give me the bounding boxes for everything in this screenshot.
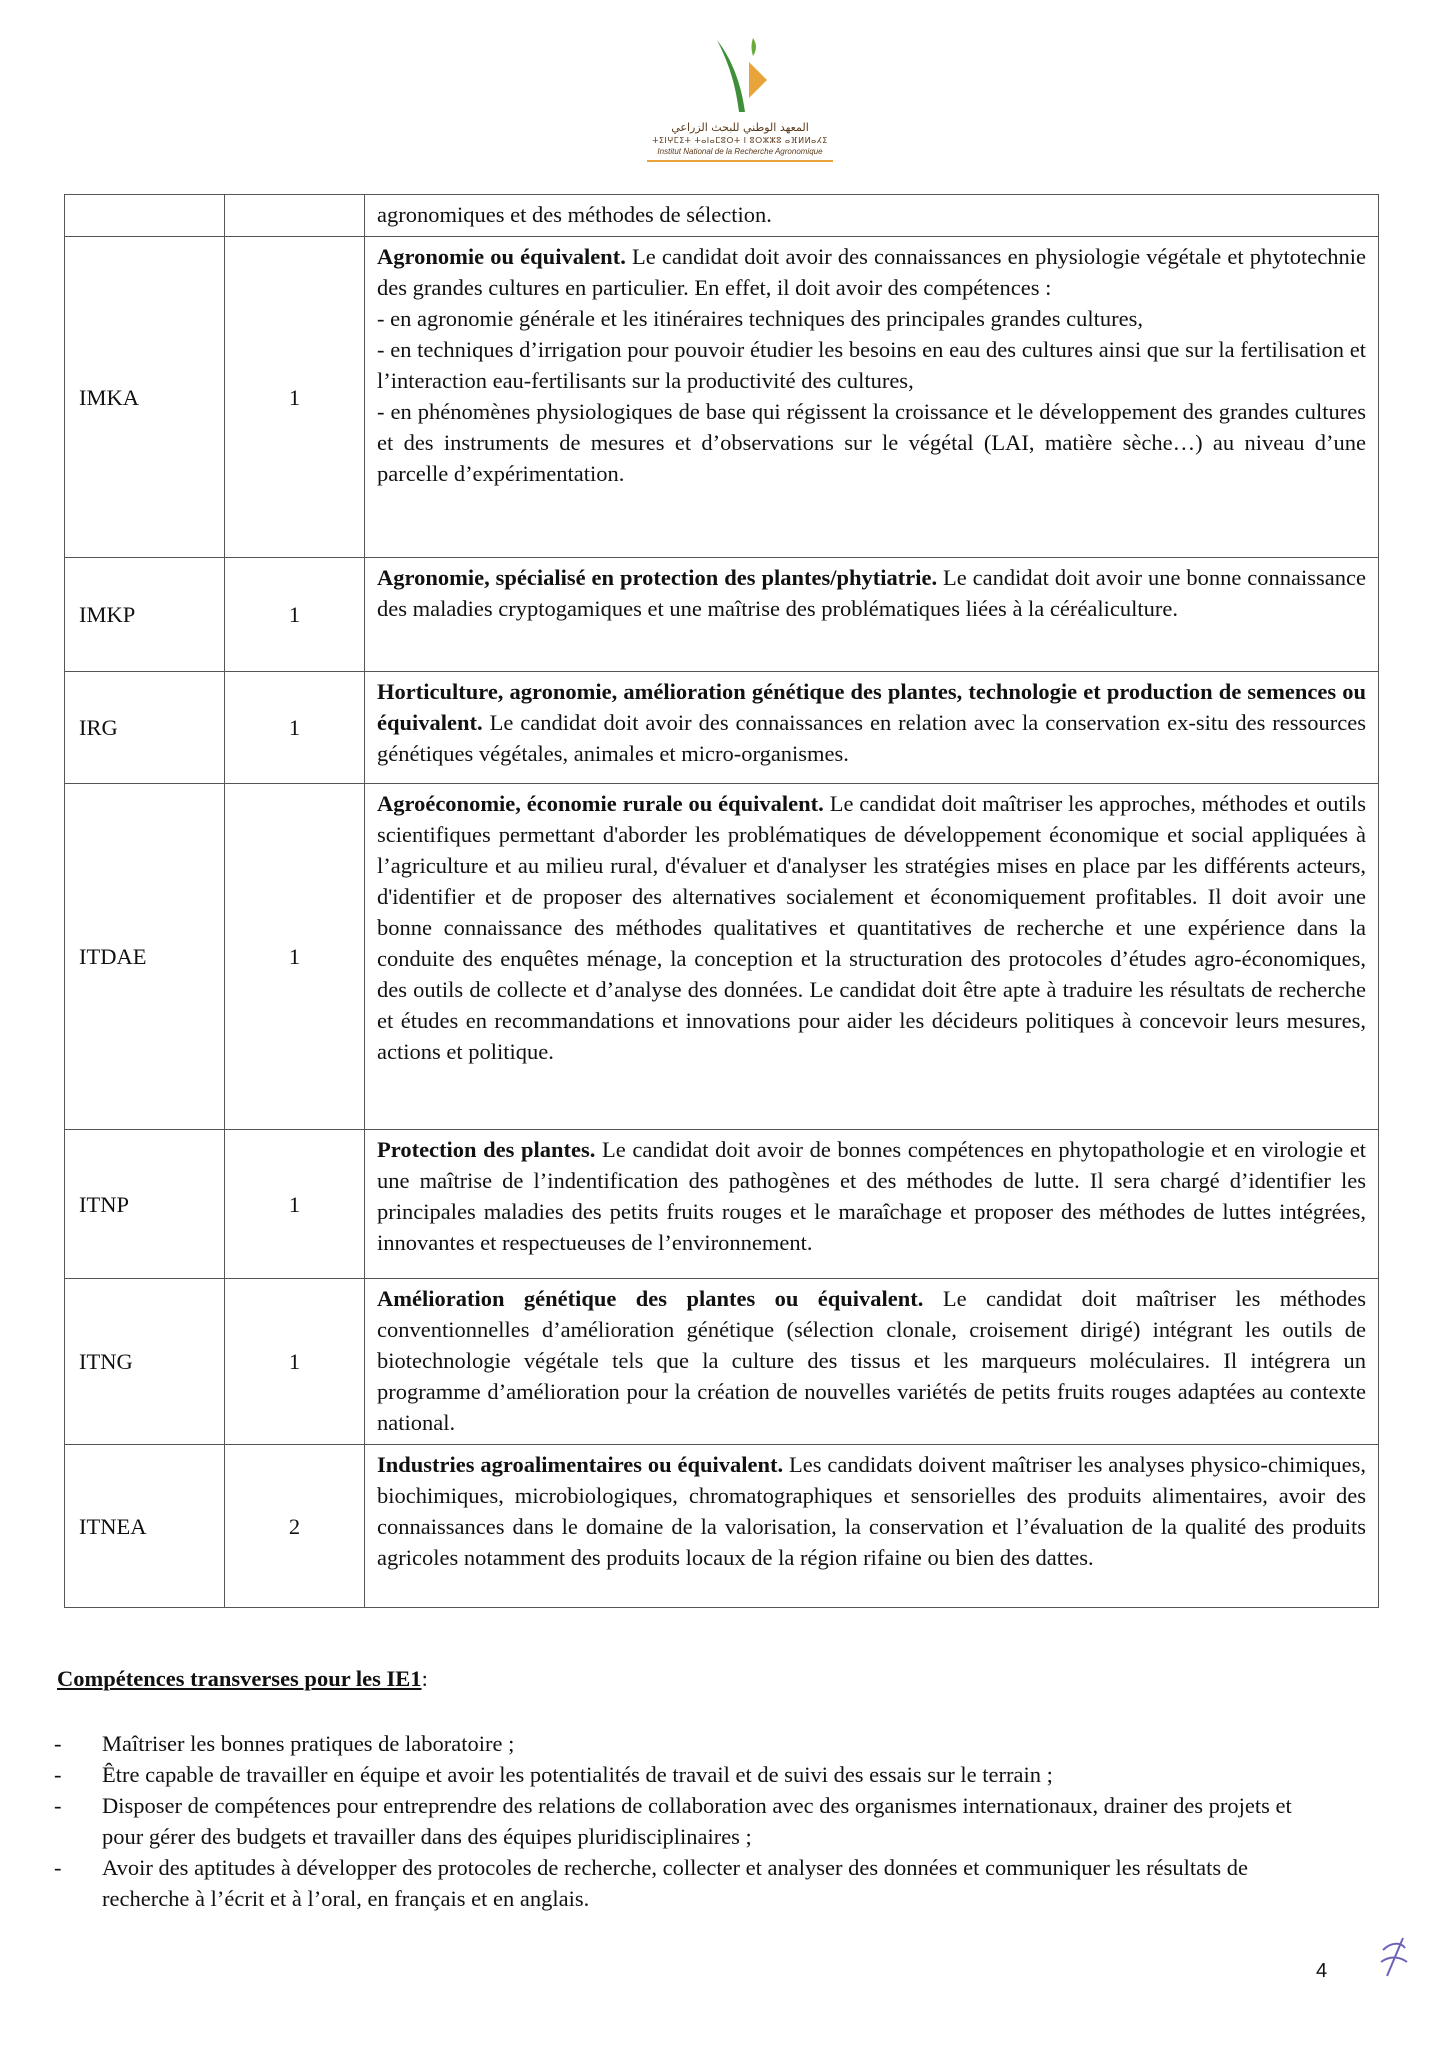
- position-title: Amélioration génétique des plantes ou équivalent.: [377, 1286, 924, 1311]
- table-row: [65, 1445, 1379, 1608]
- list-item-text: Maîtriser les bonnes pratiques de laboratoire ;: [102, 1731, 515, 1756]
- competences-heading-suffix: :: [421, 1666, 428, 1691]
- position-code: [65, 195, 225, 237]
- position-description: [365, 1279, 1379, 1445]
- logo-french-text: Institut National de la Recherche Agronomique: [657, 147, 823, 156]
- position-text: Le candidat doit maîtriser les méthodes conventionnelles d’amélioration génétique (sélection clonale, croisement dirigé) intégrant les outils de biotechnologie végétale tels que la culture des tissus et les marqueurs moléculaires. Il intégrera un programme d’amélioration pour la création de nouvelles variétés de petits fruits rouges adaptées au contexte national.: [377, 1286, 1366, 1435]
- table-row: [65, 195, 1379, 237]
- position-text: Le candidat doit avoir de bonnes compétences en phytopathologie et en virologie et une maîtrise de l’indentification des pathogènes et des méthodes de lutte. Il sera chargé d’identifier les principales maladies des petits fruits rouges et le maraîchage et proposer des méthodes de luttes intégrées, innovantes et respectueuses de l’environnement.: [377, 1137, 1366, 1255]
- position-text: Le candidat doit avoir une bonne connaissance des maladies cryptogamiques et une maîtrise des problématiques liées à la céréaliculture.: [377, 565, 1366, 621]
- competences-list: [54, 1728, 1324, 1914]
- position-code: ITDAE: [65, 784, 225, 1130]
- competences-heading: [57, 1666, 428, 1692]
- position-title: Industries agroalimentaires ou équivalent.: [377, 1452, 784, 1477]
- bullet-dash: -: [54, 1793, 62, 1818]
- list-item: [54, 1728, 1324, 1759]
- position-description: [365, 1130, 1379, 1279]
- competences-heading-text: Compétences transverses pour les IE1: [57, 1666, 422, 1691]
- position-description: [365, 237, 1379, 558]
- position-text: agronomiques et des méthodes de sélection.: [377, 202, 772, 227]
- requirement-line: - en agronomie générale et les itinéraires techniques des principales grandes cultures,: [377, 306, 1143, 331]
- bullet-dash: -: [54, 1731, 62, 1756]
- position-title: Agronomie ou équivalent.: [377, 244, 626, 269]
- bullet-dash: -: [54, 1762, 62, 1787]
- position-description: [365, 558, 1379, 672]
- position-text: Le candidat doit maîtriser les approches, méthodes et outils scientifiques permettant d'aborder les problématiques de développement économique et social appliquées à l’agriculture et au milieu rural, d'évaluer et d'analyser les stratégies mises en place par les différents acteurs, d'identifier et de proposer des alternatives socialement et économiquement profitables. Il doit avoir une bonne connaissance des méthodes qualitatives et quantitatives de recherche et une expérience dans la conduite des enquêtes ménage, la conception et la structuration des protocoles d’études agro-économiques, des outils de collecte et d’analyse des données. Le candidat doit être apte à traduire les résultats de recherche et études en recommandations et innovations pour aider les décideurs politiques à concevoir leurs mesures, actions et politique.: [377, 791, 1366, 1064]
- table-row: [65, 1130, 1379, 1279]
- position-code: ITNG: [65, 1279, 225, 1445]
- requirement-line: - en phénomènes physiologiques de base qui régissent la croissance et le développement des grandes cultures et des instruments de mesures et d’observations sur le végétal (LAI, matière sèche…) au niveau d’une parcelle d’expérimentation.: [377, 399, 1366, 486]
- position-code: IRG: [65, 672, 225, 784]
- institute-logo: [620, 32, 860, 192]
- list-item-text: Être capable de travailler en équipe et avoir les potentialités de travail et de suivi des essais sur le terrain ;: [102, 1762, 1053, 1787]
- list-item: [54, 1759, 1324, 1790]
- table-row: [65, 237, 1379, 558]
- table-row: [65, 784, 1379, 1130]
- position-text: Le candidat doit avoir des connaissances en relation avec la conservation ex-situ des ressources génétiques végétales, animales et micro-organismes.: [377, 710, 1366, 766]
- bullet-dash: -: [54, 1855, 62, 1880]
- position-title: Agroéconomie, économie rurale ou équivalent.: [377, 791, 824, 816]
- table-row: [65, 672, 1379, 784]
- position-description: [365, 195, 1379, 237]
- position-count: 1: [225, 672, 365, 784]
- position-description: [365, 672, 1379, 784]
- position-title: Horticulture, agronomie, amélioration génétique des plantes, technologie et production de semences ou équivalent.: [377, 679, 1366, 735]
- page-number: 4: [1316, 1960, 1328, 1982]
- list-item: [54, 1790, 1324, 1852]
- inra-logo-icon: [705, 32, 775, 117]
- position-count: 1: [225, 1279, 365, 1445]
- table-row: [65, 1279, 1379, 1445]
- position-code: IMKA: [65, 237, 225, 558]
- list-item-text: Disposer de compétences pour entreprendre des relations de collaboration avec des organismes internationaux, drainer des projets et pour gérer des budgets et travailler dans des équipes pluridisciplinaires ;: [102, 1793, 1292, 1849]
- position-code: IMKP: [65, 558, 225, 672]
- logo-underline: [647, 160, 833, 162]
- position-count: 2: [225, 1445, 365, 1608]
- position-count: 1: [225, 558, 365, 672]
- handwritten-initials: [1375, 1932, 1415, 1987]
- position-count: 1: [225, 237, 365, 558]
- position-title: Protection des plantes.: [377, 1137, 596, 1162]
- positions-table: [64, 194, 1379, 1608]
- position-title: Agronomie, spécialisé en protection des plantes/phytiatrie.: [377, 565, 938, 590]
- position-text: Le candidat doit avoir des connaissances en physiologie végétale et phytotechnie des grandes cultures en particulier. En effet, il doit avoir des compétences :: [377, 244, 1366, 300]
- logo-tifinagh-text: ⵜⵉⵏⵖⵎⵉⵜ ⵜⴰⵏⴰⵎⵓⵔⵜ ⵏ ⵓⵔⵣⵣⵓ ⴰⴼⵍⵍⴰⵃⵉ: [652, 136, 828, 145]
- position-count: 1: [225, 1130, 365, 1279]
- position-count: 1: [225, 784, 365, 1130]
- table-row: [65, 558, 1379, 672]
- position-code: ITNP: [65, 1130, 225, 1279]
- position-description: [365, 784, 1379, 1130]
- logo-arabic-text: المعهد الوطني للبحث الزراعي: [671, 121, 809, 134]
- list-item: [54, 1852, 1324, 1914]
- position-description: [365, 1445, 1379, 1608]
- position-count: [225, 195, 365, 237]
- requirement-line: - en techniques d’irrigation pour pouvoir étudier les besoins en eau des cultures ainsi que sur la fertilisation et l’interaction eau-fertilisants sur la productivité des cultures,: [377, 337, 1366, 393]
- list-item-text: Avoir des aptitudes à développer des protocoles de recherche, collecter et analyser des données et communiquer les résultats de recherche à l’écrit et à l’oral, en français et en anglais.: [102, 1855, 1249, 1911]
- position-code: ITNEA: [65, 1445, 225, 1608]
- position-text: Les candidats doivent maîtriser les analyses physico-chimiques, biochimiques, microbiologiques, chromatographiques et sensorielles des produits alimentaires, avoir des connaissances dans le domaine de la valorisation, la conservation et l’évaluation de la qualité des produits agricoles notamment des produits locaux de la région rifaine ou bien des dattes.: [377, 1452, 1366, 1570]
